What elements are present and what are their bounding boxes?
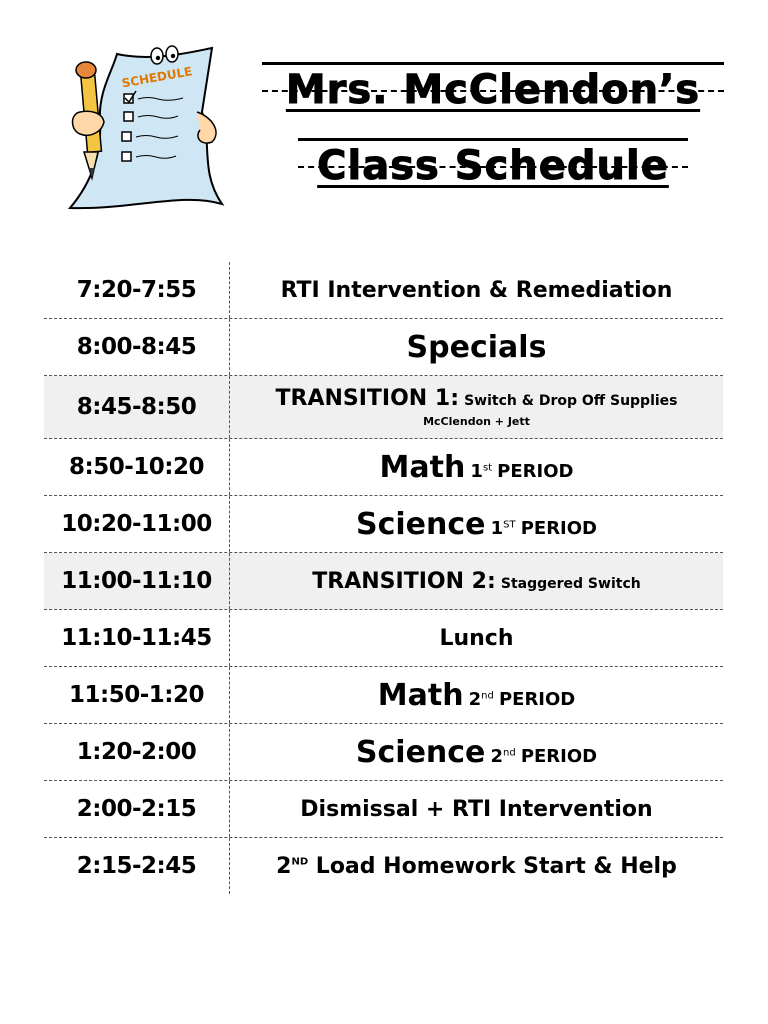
period-suffix: nd xyxy=(481,690,494,702)
table-row xyxy=(44,439,723,496)
table-row xyxy=(44,319,723,376)
time-cell: 2:00-2:15 xyxy=(44,781,230,837)
activity-cell xyxy=(230,854,723,879)
title-line-1: Mrs. McClendon’s xyxy=(285,67,701,113)
activity-cell: RTI Intervention & Remediation xyxy=(280,277,673,303)
period-label: PERIOD xyxy=(520,745,598,767)
activity-sub: McClendon + Jett xyxy=(423,415,530,428)
period-number: 1 xyxy=(490,517,504,539)
table-row xyxy=(44,496,723,553)
table-row xyxy=(44,724,723,781)
activity-cell: Dismissal + RTI Intervention xyxy=(300,796,653,822)
table-row xyxy=(44,838,723,894)
activity-main: TRANSITION 2: xyxy=(312,568,496,594)
title-block xyxy=(262,62,724,192)
table-row xyxy=(44,262,723,319)
activity-cell xyxy=(230,735,723,770)
activity-main: Math xyxy=(377,677,464,713)
activity-cell xyxy=(230,450,723,485)
activity-cell xyxy=(230,507,723,542)
time-cell: 11:50-1:20 xyxy=(44,667,230,723)
activity-main: Science xyxy=(356,506,486,542)
schedule-table xyxy=(44,262,723,894)
activity-rest: Load Homework Start & Help xyxy=(315,853,677,879)
table-row xyxy=(44,376,723,439)
time-cell: 8:45-8:50 xyxy=(44,376,230,438)
time-cell: 7:20-7:55 xyxy=(44,262,230,318)
table-row xyxy=(44,781,723,838)
time-cell: 11:00-11:10 xyxy=(44,553,230,609)
time-cell: 8:00-8:45 xyxy=(44,319,230,375)
time-cell: 11:10-11:45 xyxy=(44,610,230,666)
period-number: 1 xyxy=(470,460,483,482)
period-number: 2 xyxy=(468,688,482,710)
table-row xyxy=(44,553,723,610)
activity-main: Math xyxy=(379,449,466,485)
load-number: 2 xyxy=(276,853,292,879)
activity-cell xyxy=(230,569,723,594)
period-label: PERIOD xyxy=(498,688,576,710)
time-cell: 10:20-11:00 xyxy=(44,496,230,552)
time-cell: 2:15-2:45 xyxy=(44,838,230,894)
schedule-clipart-icon xyxy=(62,42,234,214)
period-number: 2 xyxy=(490,745,504,767)
period-label: PERIOD xyxy=(497,460,574,482)
activity-main: Science xyxy=(355,734,486,770)
period-suffix: nd xyxy=(503,747,516,759)
time-cell: 1:20-2:00 xyxy=(44,724,230,780)
period-suffix: ST xyxy=(503,519,516,531)
activity-main: TRANSITION 1: xyxy=(275,386,459,411)
clipart-label: SCHEDULE xyxy=(120,64,194,91)
activity-detail: Staggered Switch xyxy=(500,575,641,592)
period-suffix: st xyxy=(482,462,493,474)
time-cell: 8:50-10:20 xyxy=(44,439,230,495)
title-line-2: Class Schedule xyxy=(317,143,669,189)
activity-cell xyxy=(230,386,723,428)
activity-cell: Specials xyxy=(406,329,547,365)
table-row xyxy=(44,610,723,667)
table-row xyxy=(44,667,723,724)
load-suffix: ND xyxy=(291,856,309,868)
activity-cell xyxy=(230,678,723,713)
activity-detail: Switch & Drop Off Supplies xyxy=(464,393,678,409)
activity-cell: Lunch xyxy=(439,625,514,651)
period-label: PERIOD xyxy=(520,517,597,539)
